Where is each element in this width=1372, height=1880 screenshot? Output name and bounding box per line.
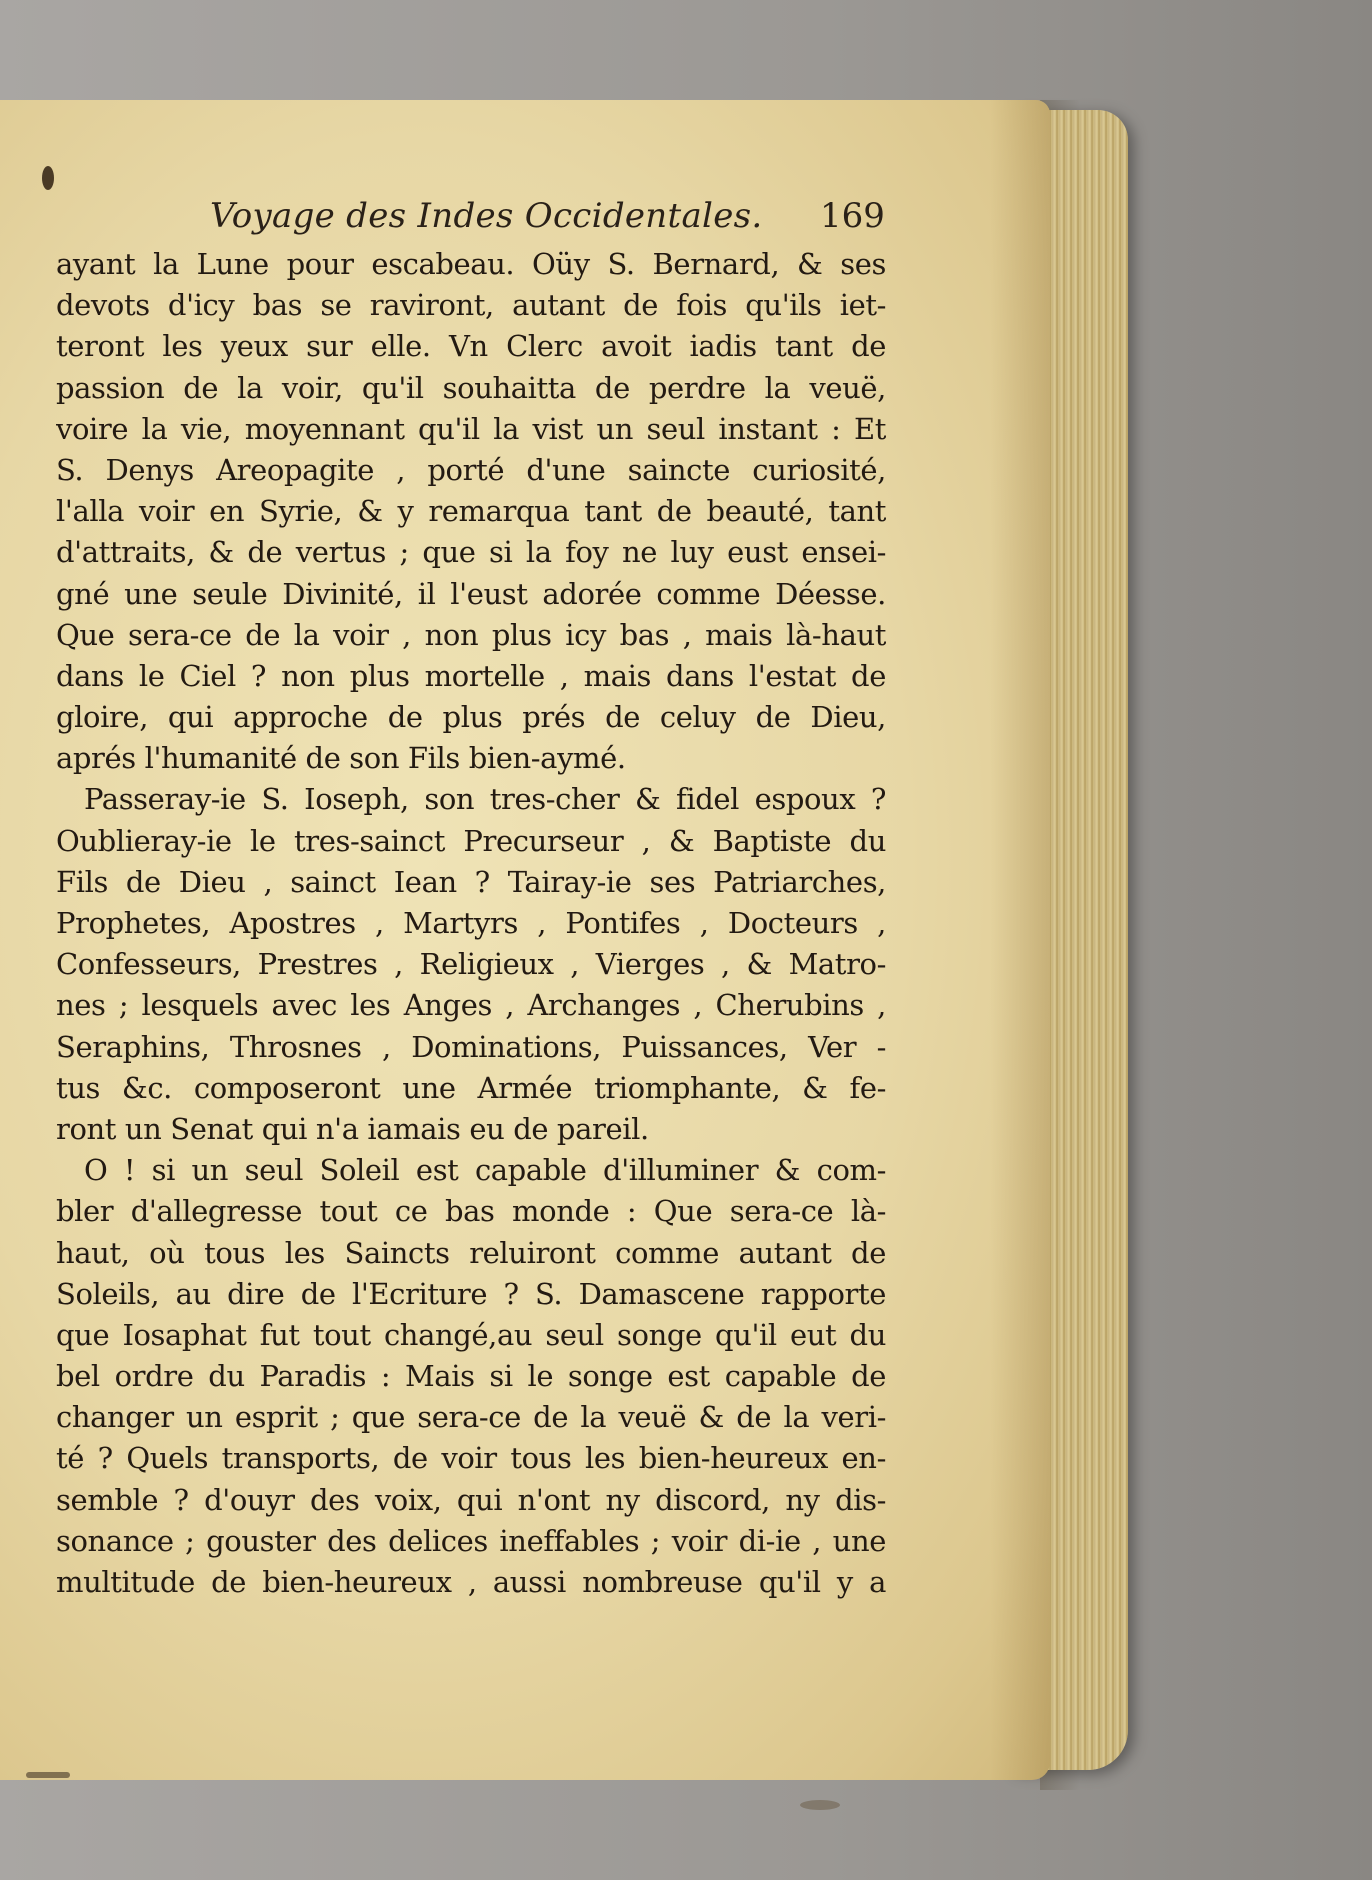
text-line: Seraphins, Throsnes , Dominations, Puissances, Ver - <box>56 1029 886 1064</box>
text-line: Confesseurs, Prestres , Religieux , Vierges , & Matro- <box>56 947 886 982</box>
text-line: nes ; lesquels avec les Anges , Archanges , Cherubins , <box>56 988 886 1023</box>
text-line: Oublieray-ie le tres-sainct Precurseur , & Baptiste du <box>56 823 886 858</box>
body-text <box>56 244 886 1603</box>
text-line: Que sera-ce de la voir , non plus icy bas , mais là-haut <box>56 617 886 652</box>
text-line: bler d'allegresse tout ce bas monde : Que sera-ce là- <box>56 1194 886 1229</box>
running-title: Voyage des Indes Occidentales. <box>210 196 763 236</box>
text-line: ront un Senat qui n'a iamais eu de pareil. <box>56 1111 649 1146</box>
text-line: S. Denys Areopagite , porté d'une saincte curiosité, <box>56 452 886 487</box>
text-line: gloire, qui approche de plus prés de celuy de Dieu, <box>56 700 886 735</box>
text-line: Passeray-ie S. Ioseph, son tres-cher & fidel espoux ? <box>84 782 886 817</box>
page-number: 169 <box>820 196 885 236</box>
text-line: d'attraits, & de vertus ; que si la foy ne luy eust ensei- <box>56 535 886 570</box>
text-line: devots d'icy bas se raviront, autant de fois qu'ils iet- <box>56 288 886 323</box>
text-line: dans le Ciel ? non plus mortelle , mais dans l'estat de <box>56 658 886 693</box>
text-line: Soleils, au dire de l'Ecriture ? S. Damascene rapporte <box>56 1276 886 1311</box>
text-line: voire la vie, moyennant qu'il la vist un seul instant : Et <box>56 411 886 446</box>
page-header <box>210 196 890 240</box>
text-line: sonance ; gouster des delices ineffables ; voir di-ie , une <box>56 1523 886 1558</box>
text-line: haut, où tous les Saincts reluiront comme autant de <box>56 1235 886 1270</box>
text-line: té ? Quels transports, de voir tous les bien-heureux en- <box>56 1441 886 1476</box>
text-line: multitude de bien-heureux , aussi nombreuse qu'il y a <box>56 1565 886 1599</box>
text-line: l'alla voir en Syrie, & y remarqua tant de beauté, tant <box>56 494 886 529</box>
text-line: semble ? d'ouyr des voix, qui n'ont ny discord, ny dis- <box>56 1482 886 1517</box>
text-line: gné une seule Divinité, il l'eust adorée comme Déesse. <box>56 576 886 611</box>
text-line: Prophetes, Apostres , Martyrs , Pontifes , Docteurs , <box>56 906 886 940</box>
text-line: bel ordre du Paradis : Mais si le songe est capable de <box>56 1359 886 1394</box>
ink-smudge <box>800 1800 840 1810</box>
text-line: ayant la Lune pour escabeau. Oüy S. Bernard, & ses <box>56 247 886 281</box>
ink-mark <box>42 166 54 190</box>
text-line: passion de la voir, qu'il souhaitta de perdre la veuë, <box>56 370 886 405</box>
text-line: que Iosaphat fut tout changé,au seul songe qu'il eut du <box>56 1317 886 1352</box>
ink-smudge <box>26 1772 70 1778</box>
text-line: tus &c. composeront une Armée triomphante, & fe- <box>56 1070 886 1105</box>
text-line: changer un esprit ; que sera-ce de la veuë & de la veri- <box>56 1400 886 1435</box>
text-line: aprés l'humanité de son Fils bien-aymé. <box>56 741 626 776</box>
text-line: O ! si un seul Soleil est capable d'illuminer & com- <box>84 1153 886 1188</box>
text-line: teront les yeux sur elle. Vn Clerc avoit iadis tant de <box>56 329 886 364</box>
text-line: Fils de Dieu , sainct Iean ? Tairay-ie ses Patriarches, <box>56 864 886 899</box>
